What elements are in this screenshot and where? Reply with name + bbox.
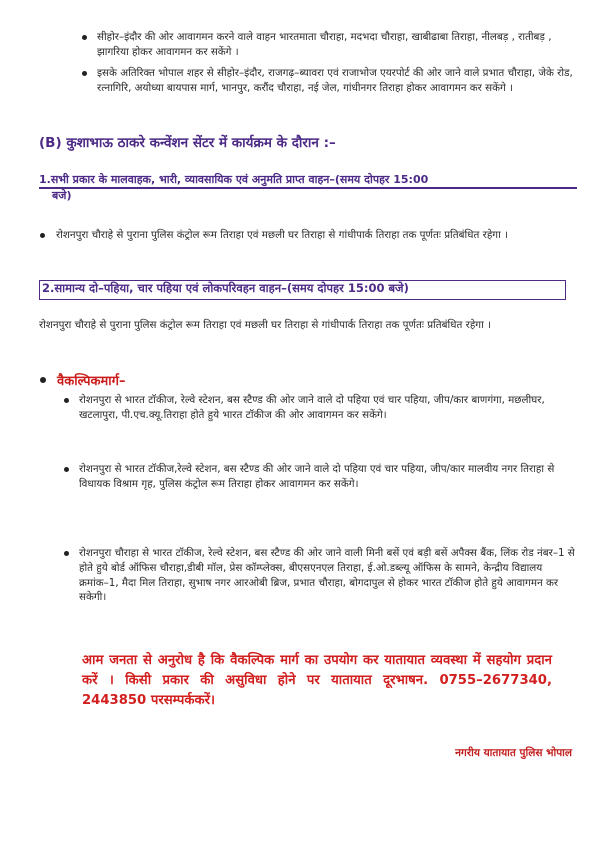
- signature: नगरीय यातायात पुलिस भोपाल: [455, 747, 572, 759]
- alt-title-bullet: [40, 377, 46, 383]
- heading-1-bullet: रोशनपुरा चौराहे से पुराना पुलिस कंट्रोल रूम तिराहा एवं मछली घर तिराहा से गांधीपार्क तिराहा तक पूर्णतः प्रतिबंधित रहेगा ।: [56, 228, 576, 243]
- public-appeal: आम जनता से अनुरोध है कि वैकल्पिक मार्ग का उपयोग कर यातायात व्यवस्था में सहयोग प्रदान करें । किसी प्रकार की असुविधा होने पर यातायात दूरभाषन. 0755–2677340, 2443850 परसम्पर्ककरें।: [82, 653, 552, 708]
- alternate-routes-title: वैकल्पिकमार्ग–: [57, 374, 126, 389]
- section-b-heading: (B) कुशाभाऊ ठाकरे कन्वेंशन सेंटर में कार्यक्रम के दौरान :–: [39, 135, 336, 151]
- heading-1-line2: बजे): [52, 188, 72, 202]
- heading-1-line1: 1.सभी प्रकार के मालवाहक, भारी, व्यावसायिक एवं अनुमति प्राप्त वाहन–(समय दोपहर 15:00: [39, 173, 429, 186]
- alt-bullet-3: रोशनपुरा चौराहा से भारत टॉकीज, रेल्वे स्टेशन, बस स्टैण्ड की ओर जाने वाली मिनी बसें एवं बड़ी बसें अपैक्स बैंक, लिंक रोड नंबर–1 से होते हुये बोर्ड ऑफिस चौराहा,डीबी मॉल, प्रेस कॉम्प्लेक्स, बीएसएनएल तिराहा, ई.ओ.डब्ल्यू ऑफिस के सामने, केन्द्रीय विद्यालय क्रमांक–1, मैदा मिल तिराहा, सुभाष नगर आरओबी ब्रिज, प्रभात चौराहा, बोगदापुल से होकर भारत टॉकीज होते हुये आवागमन कर सकेगी।: [79, 547, 575, 604]
- heading-2-paragraph: रोशनपुरा चौराहे से पुराना पुलिस कंट्रोल रूम तिराहा एवं मछली घर तिराहा से गांधीपार्क तिराहा तक पूर्णतः प्रतिबंधित रहेगा ।: [39, 319, 491, 331]
- alt-bullet-1: रोशनपुरा से भारत टॉकीज, रेल्वे स्टेशन, बस स्टैण्ड की ओर जाने वाले दो पहिया एवं चार पहिया, जीप/कार बाणगंगा, मछलीघर, खटलापुरा, पी.एच.क्यू.तिराहा होते हुये भारत टॉकीज की ओर आवागमन कर सकेंगे।: [79, 393, 575, 423]
- alt-bullet-2: रोशनपुरा से भारत टॉकीज,रेल्वे स्टेशन, बस स्टैण्ड की ओर जाने वाले दो पहिया एवं चार पहिया, जीप/कार मालवीय नगर तिराहा से विधायक विश्राम गृह, पुलिस कंट्रोल रूम तिराहा होकर आवागमन कर सकेंगे।: [79, 462, 575, 492]
- heading-1: [39, 172, 579, 203]
- heading-2: 2.सामान्य दो–पहिया, चार पहिया एवं लोकपरिवहन वाहन–(समय दोपहर 15:00 बजे): [42, 281, 409, 295]
- heading-1-underline: [39, 187, 577, 189]
- intro-bullet-1: सीहोर–इंदौर की ओर आवागमन करने वाले वाहन भारतमाता चौराहा, मदभदा चौराहा, खाबीढाबा तिराहा, नीलबड़ , रातीबड़ , झागरिया होकर आवागमन कर सकेंगे ।: [97, 30, 575, 60]
- intro-bullet-2: इसके अतिरिक्त भोपाल शहर से सीहोर–इंदौर, राजगढ़–ब्यावरा एवं राजाभोज एयरपोर्ट की ओर जाने वाले प्रभात चौराहा, जेके रोड, रत्नागिरि, अयोध्या बायपास मार्ग, भानपुर, करौंद चौराहा, नई जेल, गांधीनगर तिराहा होकर आवागमन कर सकेंगे ।: [97, 66, 575, 96]
- bullet-dot: [40, 233, 45, 238]
